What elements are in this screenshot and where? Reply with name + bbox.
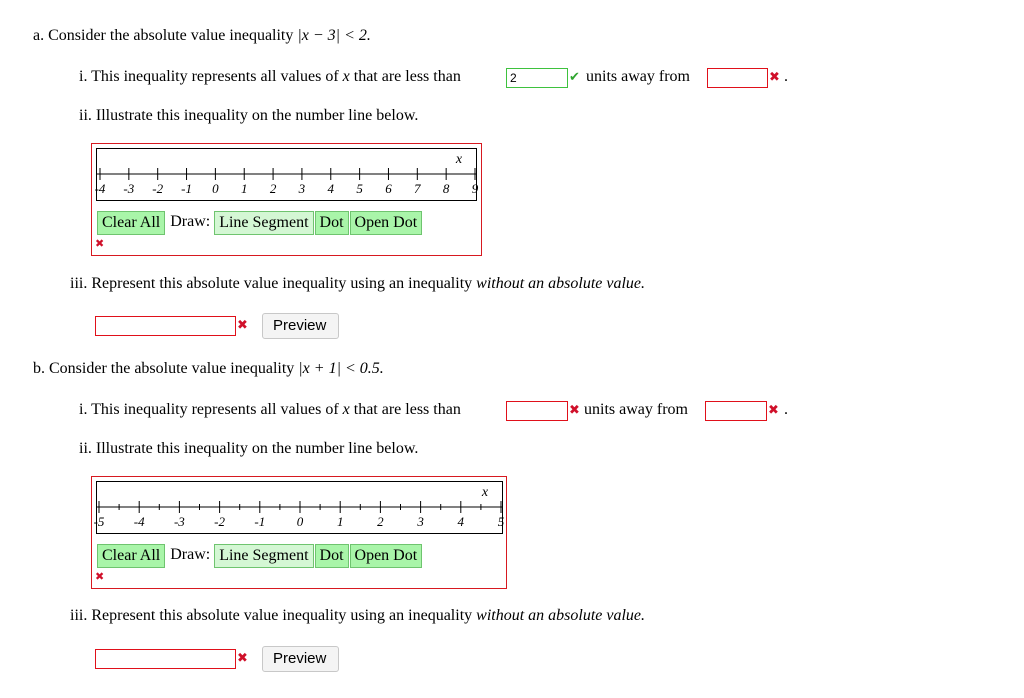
cross-icon: ✖	[769, 70, 780, 85]
axis-label: x	[481, 485, 489, 500]
tick-label: -1	[181, 181, 192, 196]
part-b-number-line-canvas[interactable]	[93, 481, 505, 534]
tick-label: -5	[93, 514, 105, 529]
tick-label: 2	[269, 181, 277, 196]
part-b-distance-input[interactable]	[506, 401, 568, 421]
part-a-inequality: |x − 3| < 2.	[297, 27, 371, 44]
part-b-number-line[interactable]	[93, 482, 505, 533]
tick-label: 4	[327, 181, 335, 196]
tick-label: 2	[377, 514, 384, 529]
cross-icon: ✖	[95, 570, 105, 583]
clear-all-button[interactable]: Clear All	[97, 211, 165, 235]
tick-label: -4	[133, 514, 145, 529]
tick-label: -1	[254, 514, 266, 529]
cross-icon: ✖	[237, 318, 248, 333]
check-icon: ✔	[569, 70, 580, 85]
tick-label: 0	[296, 514, 304, 529]
clear-all-button[interactable]: Clear All	[97, 544, 165, 568]
cross-icon: ✖	[569, 403, 580, 418]
tick-label: -4	[94, 181, 106, 196]
tick-label: 3	[298, 181, 306, 196]
open-dot-button[interactable]: Open Dot	[350, 211, 423, 235]
preview-button[interactable]: Preview	[262, 313, 339, 339]
part-a-answer-input[interactable]	[95, 316, 236, 336]
part-a-number-line-widget	[91, 143, 482, 256]
draw-label: Draw:	[170, 546, 211, 563]
tick-label: 3	[417, 514, 424, 529]
dot-button[interactable]: Dot	[315, 544, 349, 568]
tick-label: 4	[457, 514, 465, 529]
axis-label: x	[455, 152, 463, 167]
part-b-number-line-widget	[91, 476, 507, 589]
tick-label: 1	[336, 514, 344, 529]
part-a-question-iii: iii. Represent this absolute value inequality using an inequality without an absolute value.	[70, 275, 646, 292]
cross-icon: ✖	[768, 403, 779, 418]
tick-label: 9	[471, 181, 479, 196]
part-b-inequality: |x + 1| < 0.5.	[298, 360, 384, 377]
tick-label: 0	[212, 181, 219, 196]
part-a-distance-input[interactable]: 2	[506, 68, 568, 88]
tick-label: 5	[356, 181, 363, 196]
preview-button[interactable]: Preview	[262, 646, 339, 672]
part-a-question-i: i. This inequality represents all values of x that are less than	[79, 68, 461, 85]
part-a-number-line-canvas[interactable]	[96, 148, 477, 201]
draw-label: Draw:	[170, 213, 211, 230]
tick-label: 1	[240, 181, 248, 196]
part-a-center-input[interactable]	[707, 68, 768, 88]
line-segment-button[interactable]: Line Segment	[214, 211, 313, 235]
cross-icon: ✖	[95, 237, 105, 250]
tick-label: -3	[123, 181, 135, 196]
dot-button[interactable]: Dot	[315, 211, 349, 235]
tick-label: -2	[152, 181, 164, 196]
tick-label: 7	[414, 181, 421, 196]
part-b-center-input[interactable]	[705, 401, 767, 421]
tick-label: -3	[173, 514, 185, 529]
part-b-question-ii: ii. Illustrate this inequality on the number line below.	[79, 440, 419, 457]
tick-label: 6	[385, 181, 392, 196]
part-a-number-line[interactable]	[94, 149, 479, 200]
cross-icon: ✖	[237, 651, 248, 666]
part-b-answer-input[interactable]	[95, 649, 236, 669]
open-dot-button[interactable]: Open Dot	[350, 544, 423, 568]
tick-label: -2	[214, 514, 226, 529]
part-b-units-text: units away from	[584, 401, 688, 418]
part-b-question-i: i. This inequality represents all values of x that are less than	[79, 401, 461, 418]
tick-label: 8	[442, 181, 450, 196]
part-a-question-ii: ii. Illustrate this inequality on the number line below.	[79, 107, 419, 124]
line-segment-button[interactable]: Line Segment	[214, 544, 313, 568]
part-b-question-iii: iii. Represent this absolute value inequality using an inequality without an absolute value.	[70, 607, 646, 624]
part-a-prompt: a. Consider the absolute value inequality |x − 3| < 2.	[33, 27, 371, 44]
part-a-units-text: units away from	[586, 68, 690, 85]
tick-label: 5	[497, 514, 505, 529]
part-b-prompt: b. Consider the absolute value inequality |x + 1| < 0.5.	[33, 360, 384, 377]
